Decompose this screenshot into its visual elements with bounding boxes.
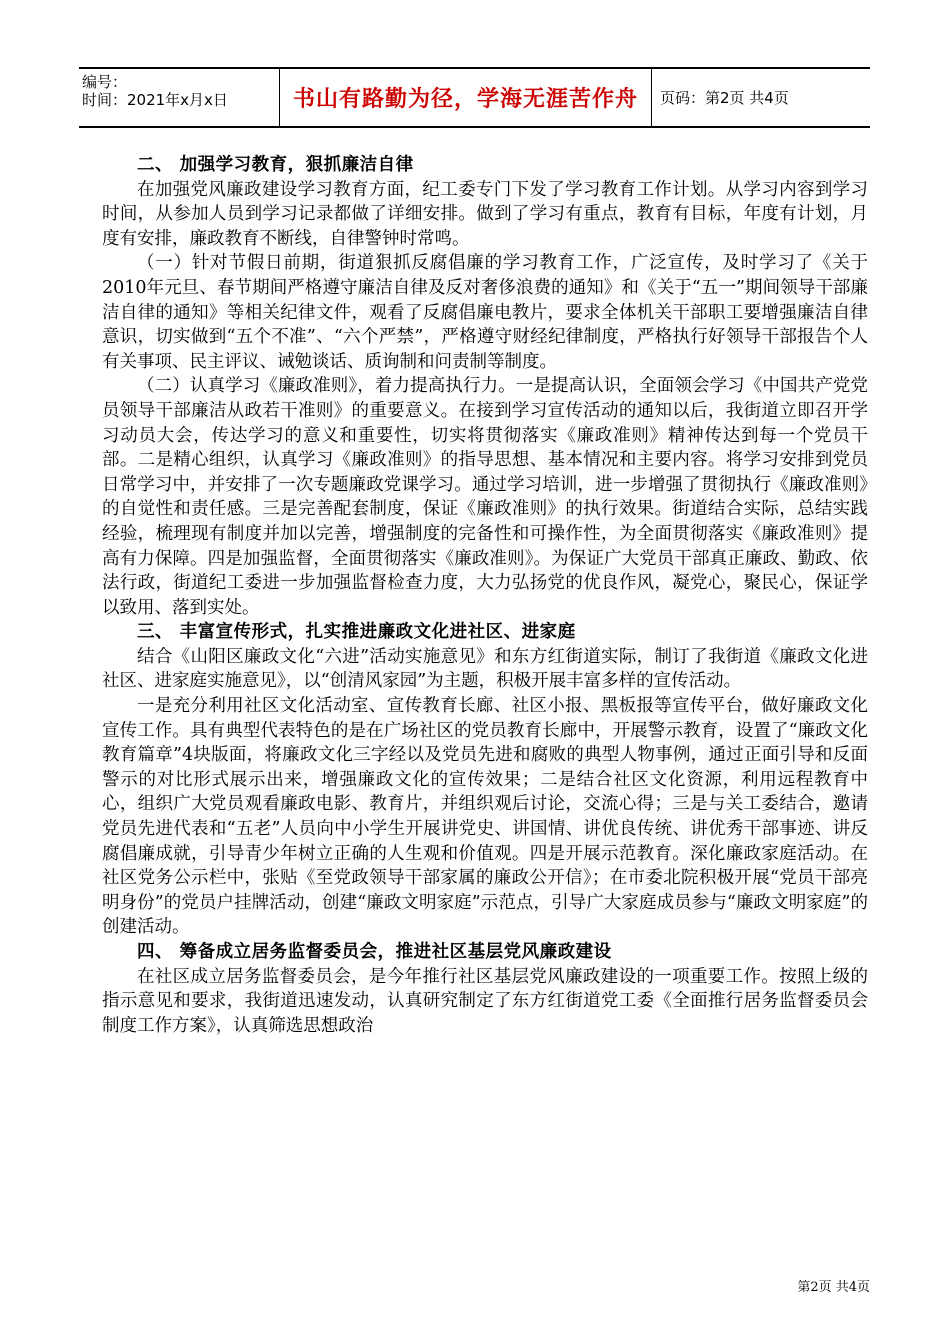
- header-meta: [79, 69, 280, 126]
- body-paragraph: （一）针对节假日前期，街道狠抓反腐倡廉的学习教育工作，广泛宣传，及时学习了《关于2010年元旦、春节期间严格遵守廉洁自律及反对奢侈浪费的通知》和《关于“五一”期间领导干部廉洁自律的通知》等相关纪律文件，观看了反腐倡廉电教片，要求全体机关干部职工要增强廉洁自律意识，切实做到“五个不准”、“六个严禁”，严格遵守财经纪律制度，严格执行好领导干部报告个人有关事项、民主评议、诫勉谈话、质询制和问责制等制度。: [102, 253, 868, 372]
- body-paragraph: （二）认真学习《廉政准则》，着力提高执行力。一是提高认识，全面领会学习《中国共产党党员领导干部廉洁从政若干准则》的重要意义。在接到学习宣传活动的通知以后，我街道立即召开学习动员大会，传达学习的意义和重要性，切实将贯彻落实《廉政准则》精神传达到每一个党员干部。二是精心组织，认真学习《廉政准则》的指导思想、基本情况和主要内容。将学习安排到党员日常学习中，并安排了一次专题廉政党课学习。通过学习培训，进一步增强了贯彻执行《廉政准则》的自觉性和责任感。三是完善配套制度，保证《廉政准则》的执行效果。街道结合实际，总结实践经验，梳理现有制度并加以完善，增强制度的完备性和可操作性，为全面贯彻落实《廉政准则》提高有力保障。四是加强监督，全面贯彻落实《廉政准则》。为保证广大党员干部真正廉政、勤政、依法行政，街道纪工委进一步加强监督检查力度，大力弘扬党的优良作风，凝党心，聚民心，保证学以致用、落到实处。: [102, 376, 868, 618]
- document-time-label: 时间：2021年x月x日: [82, 91, 228, 109]
- body-paragraph: 一是充分利用社区文化活动室、宣传教育长廊、社区小报、黑板报等宣传平台，做好廉政文化宣传工作。具有典型代表特色的是在广场社区的党员教育长廊中，开展警示教育，设置了“廉政文化教育篇章”4块版面，将廉政文化三字经以及党员先进和腐败的典型人物事例，通过正面引导和反面警示的对比形式展示出来，增强廉政文化的宣传效果；二是结合社区文化资源，利用远程教育中心，组织广大党员观看廉政电影、教育片，并组织观后讨论，交流心得；三是与关工委结合，邀请党员先进代表和“五老”人员向中小学生开展讲党史、讲国情、讲优良传统、讲优秀干部事迹、讲反腐倡廉成就，引导青少年树立正确的人生观和价值观。四是开展示范教育。深化廉政家庭活动。在社区党务公示栏中，张贴《至党政领导干部家属的廉政公开信》；在市委北院积极开展“党员干部亮明身份”的党员户挂牌活动，创建“廉政文明家庭”示范点，引导广大家庭成员参与“廉政文明家庭”的创建活动。: [102, 696, 868, 938]
- section-heading: 二、 加强学习教育，狠抓廉洁自律: [137, 155, 414, 175]
- section-heading: 三、 丰富宣传形式，扎实推进廉政文化进社区、进家庭: [137, 622, 576, 643]
- page-header: [79, 67, 870, 128]
- header-page-info: 页码：第2页 共4页: [660, 89, 789, 107]
- document-number-label: 编号：: [82, 73, 128, 91]
- header-motto: 书山有路勤为径，学海无涯苦作舟: [280, 69, 652, 126]
- section-heading: 四、 筹备成立居务监督委员会，推进社区基层党风廉政建设: [137, 942, 612, 962]
- body-paragraph: 结合《山阳区廉政文化“六进”活动实施意见》和东方红街道实际，制订了我街道《廉政文化进社区、进家庭实施意见》，以“创清风家园”为主题，积极开展丰富多样的宣传活动。: [102, 646, 868, 692]
- page-footer: 第2页 共4页: [797, 1280, 870, 1295]
- document-body: [102, 153, 868, 1038]
- body-paragraph: 在加强党风廉政建设学习教育方面，纪工委专门下发了学习教育工作计划。从学习内容到学习时间，从参加人员到学习记录都做了详细安排。做到了学习有重点，教育有目标，年度有计划，月度有安排，廉政教育不断线，自律警钟时常鸣。: [102, 179, 868, 249]
- body-paragraph: 在社区成立居务监督委员会，是今年推行社区基层党风廉政建设的一项重要工作。按照上级的指示意见和要求，我街道迅速发动，认真研究制定了东方红街道党工委《全面推行居务监督委员会制度工作方案》，认真筛选思想政治: [102, 966, 868, 1036]
